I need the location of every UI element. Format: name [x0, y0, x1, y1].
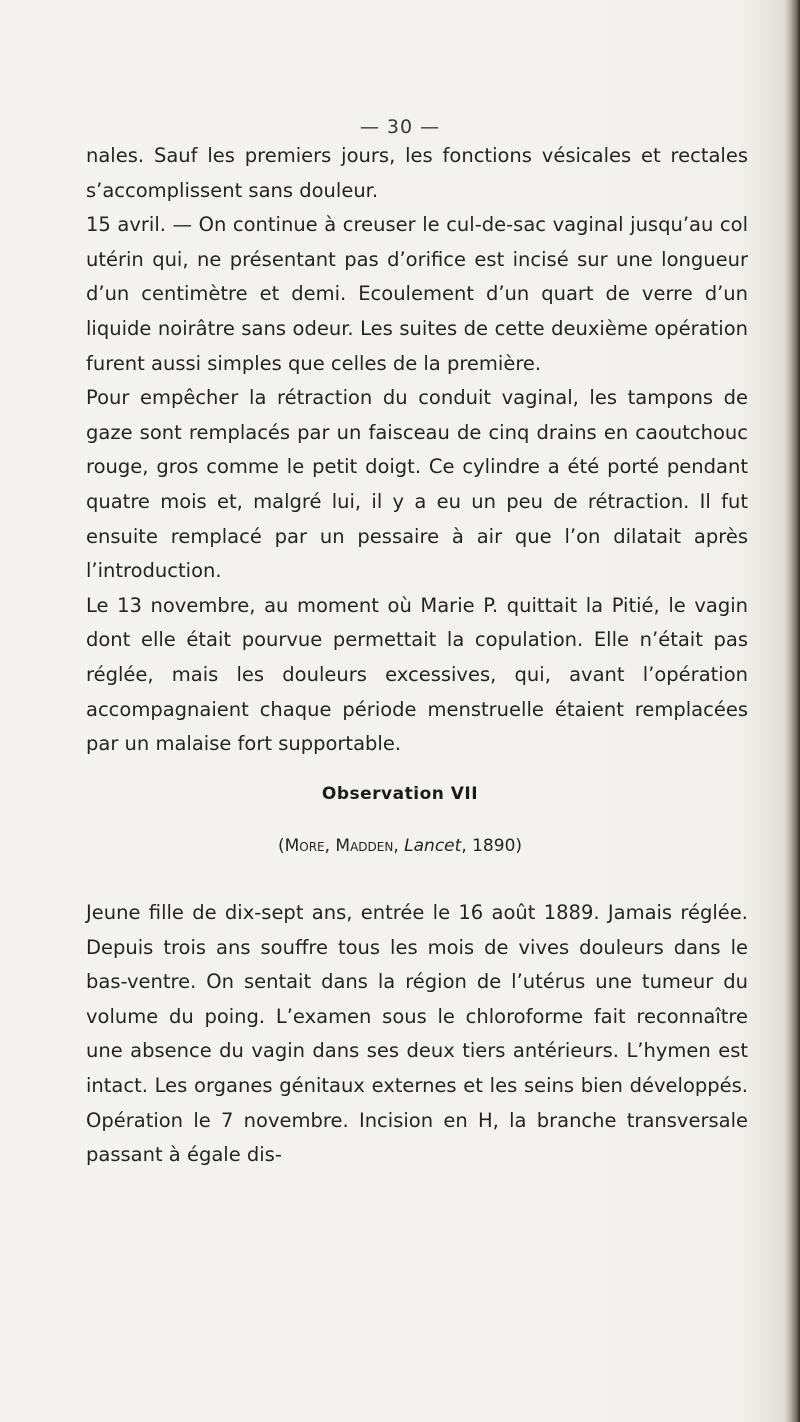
observation-reference — [0, 836, 800, 856]
text-block-bottom — [86, 896, 748, 1173]
paragraph: Jeune fille de dix-sept ans, entrée le 16 août 1889. Jamais réglée. Depuis trois ans souffre tous les mois de vives douleurs dans le bas-ventre. On sentait dans la région de l’utérus une tumeur du volume du poing. L’examen sous le chloroforme fait reconnaître une absence du vagin dans ses deux tiers antérieurs. L’hymen est intact. Les organes génitaux externes et les seins bien développés. Opération le 7 novembre. Incision en H, la branche transversale passant à égale dis- — [86, 901, 748, 1167]
observation-heading: Observation VII — [321, 784, 479, 804]
reference-authors: More, Madden, — [284, 836, 399, 856]
paragraph: Pour empêcher la rétraction du conduit vaginal, les tampons de gaze sont remplacés par un faisceau de cinq drains en caoutchouc rouge, gros comme le petit doigt. Ce cylindre a été porté pendant quatre mois et, malgré lui, il y a eu un peu de rétraction. Il fut ensuite remplacé par un pessaire à air que l’on dilatait après l’introduction. — [86, 386, 748, 583]
paragraph: nales. Sauf les premiers jours, les fonctions vésicales et rectales s’accomplissent sans douleur. — [86, 144, 748, 202]
paragraph: Le 13 novembre, au moment où Marie P. quittait la Pitié, le vagin dont elle était pourvue permettait la copulation. Elle n’était pas réglée, mais les douleurs excessives, qui, avant l’opération accompagnaient chaque période menstruelle étaient remplacées par un malaise fort supportable. — [86, 593, 748, 756]
page-spine-shadow — [784, 0, 800, 1422]
text-block-top — [86, 139, 748, 762]
reference-journal: Lancet — [404, 836, 462, 856]
page-number: — 30 — — [359, 116, 441, 138]
reference-open-paren: ( — [277, 836, 285, 856]
reference-year: , 1890) — [461, 836, 523, 856]
paragraph: 15 avril. — On continue à creuser le cul-de-sac vaginal jusqu’au col utérin qui, ne présentant pas d’orifice est incisé sur une longueur d’un centimètre et demi. Ecoulement d’un quart de verre d’un liquide noirâtre sans odeur. Les suites de cette deuxième opération furent aussi simples que celles de la première. — [86, 213, 748, 375]
